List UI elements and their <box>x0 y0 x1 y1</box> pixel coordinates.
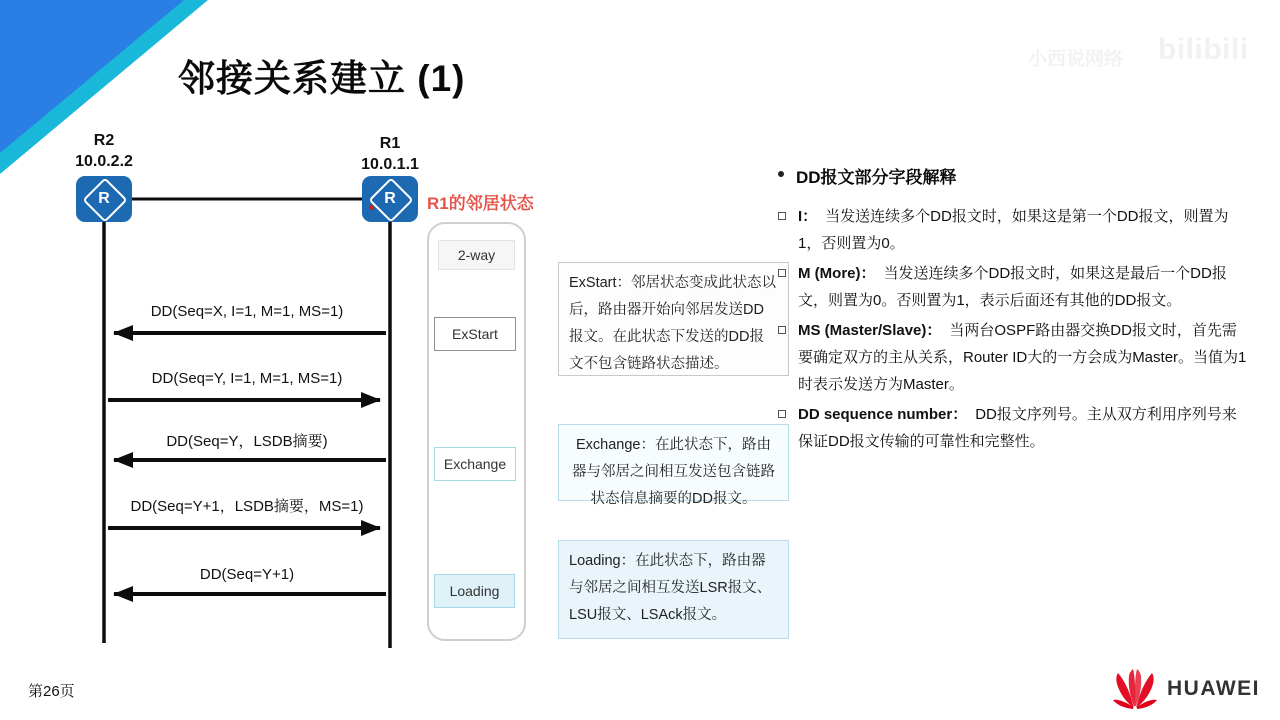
router-r2-label <box>44 130 164 172</box>
note-desc: DD报文序列号。主从双方利用序列号来保证DD报文传输的可靠性和完整性。 <box>798 406 1237 450</box>
note-desc: 当发送连续多个DD报文时，如果这是第一个DD报文，则置为1，否则置为0。 <box>798 208 1229 252</box>
router-r2-icon <box>76 176 132 222</box>
callout-exstart: ExStart：邻居状态变成此状态以后，路由器开始向邻居发送DD报文。在此状态下发送的DD报文不包含链路状态描述。 <box>558 262 789 376</box>
notes-list <box>778 203 1258 455</box>
router-r1-icon <box>362 176 418 222</box>
huawei-flower-icon <box>1112 668 1158 710</box>
router-r1-name: R1 <box>379 135 401 152</box>
note-desc: 当发送连续多个DD报文时，如果这是最后一个DD报文，则置为0。否则置为1，表示后面还有其他的DD报文。 <box>798 265 1227 309</box>
notes-heading: DD报文部分字段解释 <box>796 168 957 187</box>
note-term: I： <box>798 208 818 225</box>
note-item-m-more <box>778 260 1258 314</box>
note-item-dd-sequence-number <box>778 401 1258 455</box>
neighbor-state-caption: R1的邻居状态 <box>427 194 534 213</box>
msg-label-5: DD(Seq=Y+1) <box>199 566 295 583</box>
msg-label-3: DD(Seq=Y，LSDB摘要) <box>166 433 328 450</box>
router-r2-id: 10.0.2.2 <box>75 153 133 170</box>
note-term: MS (Master/Slave)： <box>798 322 942 339</box>
huawei-wordmark: HUAWEI <box>1167 677 1260 700</box>
router-letter: R <box>98 190 110 207</box>
note-term: DD sequence number： <box>798 406 968 423</box>
state-box-exstart: ExStart <box>434 317 516 351</box>
callout-loading: Loading：在此状态下，路由器与邻居之间相互发送LSR报文、LSU报文、LSAck报文。 <box>558 540 789 639</box>
channel-watermark: 小西说网络 <box>1028 49 1124 70</box>
note-item-ms-master-slave <box>778 317 1258 398</box>
state-box-loading: Loading <box>434 574 515 608</box>
page-number: 第26页 <box>28 683 75 700</box>
router-r2-name: R2 <box>93 132 115 149</box>
bilibili-logo: bilibili <box>1158 33 1249 66</box>
msg-label-4: DD(Seq=Y+1，LSDB摘要，MS=1) <box>130 498 364 515</box>
notes-heading-row <box>778 163 957 188</box>
note-term: M (More)： <box>798 265 876 282</box>
router-r1-label <box>330 133 450 175</box>
state-box-2way: 2-way <box>438 240 515 270</box>
square-bullet-icon <box>778 410 786 418</box>
bullet-dot-icon <box>778 171 784 177</box>
note-desc: 当两台OSPF路由器交换DD报文时，首先需要确定双方的主从关系，Router ID大的一方会成为Master。当值为1时表示发送方为Master。 <box>798 322 1247 393</box>
square-bullet-icon <box>778 326 786 334</box>
square-bullet-icon <box>778 269 786 277</box>
square-bullet-icon <box>778 212 786 220</box>
state-box-exchange: Exchange <box>434 447 516 481</box>
laser-pointer-dot <box>369 205 374 210</box>
page-title: 邻接关系建立 (1) <box>178 58 466 99</box>
huawei-logo <box>1112 668 1260 710</box>
router-letter: R <box>384 190 396 207</box>
router-r1-id: 10.0.1.1 <box>361 156 419 173</box>
msg-label-2: DD(Seq=Y, I=1, M=1, MS=1) <box>151 370 343 387</box>
msg-label-1: DD(Seq=X, I=1, M=1, MS=1) <box>150 303 344 320</box>
note-item-i <box>778 203 1258 257</box>
callout-exchange: Exchange：在此状态下，路由器与邻居之间相互发送包含链路状态信息摘要的DD报文。 <box>558 424 789 501</box>
